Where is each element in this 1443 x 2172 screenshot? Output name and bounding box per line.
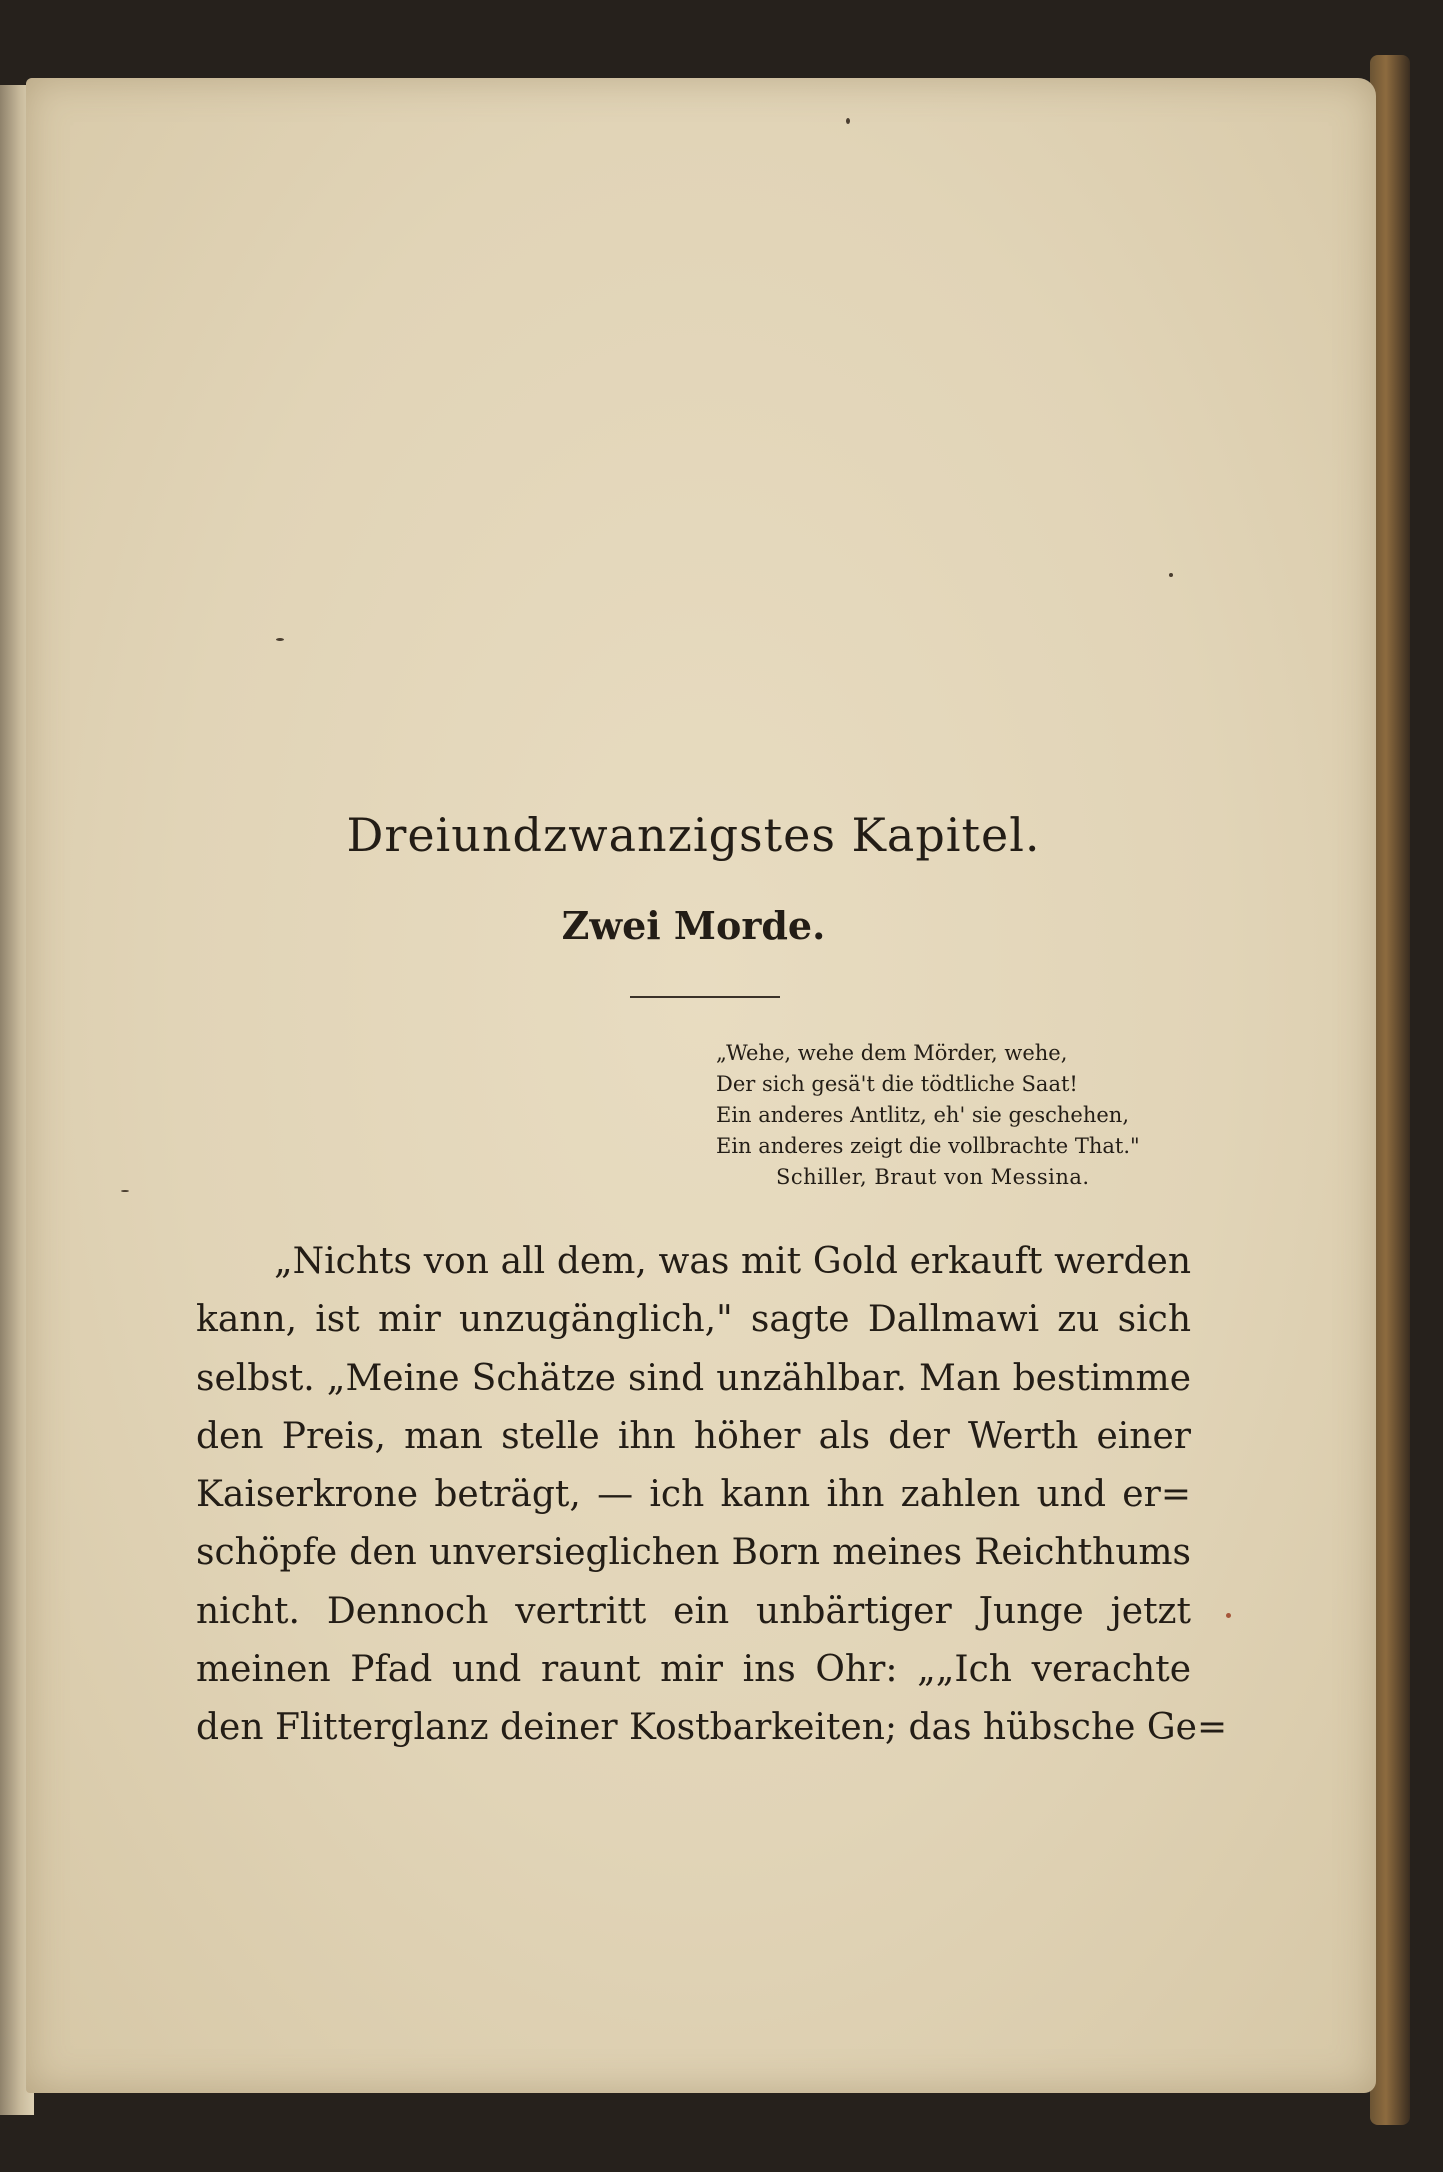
epigraph <box>716 1038 1186 1193</box>
paper-speck <box>1169 573 1173 577</box>
epigraph-line: Der sich gesä't die tödtliche Saat! <box>716 1072 1078 1096</box>
body-paragraph <box>196 1233 1228 1758</box>
section-divider <box>630 996 780 998</box>
book-page <box>26 78 1376 2093</box>
paper-speck <box>1226 1613 1231 1618</box>
paper-speck <box>846 118 850 124</box>
epigraph-line: Ein anderes zeigt die vollbrachte That." <box>716 1134 1140 1158</box>
body-line: meinen Pfad und raunt mir ins Ohr: „„Ich verachte <box>196 1649 1191 1691</box>
epigraph-attribution: Schiller, Braut von Messina. <box>776 1165 1090 1189</box>
epigraph-line: „Wehe, wehe dem Mörder, wehe, <box>716 1041 1068 1065</box>
paper-speck <box>121 1190 129 1192</box>
body-line: selbst. „Meine Schätze sind unzählbar. Man bestimme <box>196 1357 1191 1399</box>
chapter-title: Dreiundzwanzigstes Kapitel. <box>346 808 1041 862</box>
paper-speck <box>276 638 284 641</box>
book-cover-edge <box>1370 55 1410 2125</box>
epigraph-line: Ein anderes Antlitz, eh' sie geschehen, <box>716 1103 1130 1127</box>
body-line: kann, ist mir unzugänglich," sagte Dallmawi zu sich <box>196 1299 1191 1341</box>
body-line: den Preis, man stelle ihn höher als der Werth einer <box>196 1415 1191 1457</box>
page-content <box>196 78 1228 2093</box>
body-line: nicht. Dennoch vertritt ein unbärtiger Junge jetzt <box>196 1590 1191 1632</box>
body-line: den Flitterglanz deiner Kostbarkeiten; das hübsche Ge= <box>196 1707 1228 1749</box>
body-line: Kaiserkrone beträgt, — ich kann ihn zahlen und er= <box>196 1474 1191 1516</box>
body-line: „Nichts von all dem, was mit Gold erkauft werden <box>274 1241 1191 1282</box>
chapter-subtitle: Zwei Morde. <box>561 903 826 948</box>
body-line: schöpfe den unversieglichen Born meines Reichthums <box>196 1532 1191 1574</box>
